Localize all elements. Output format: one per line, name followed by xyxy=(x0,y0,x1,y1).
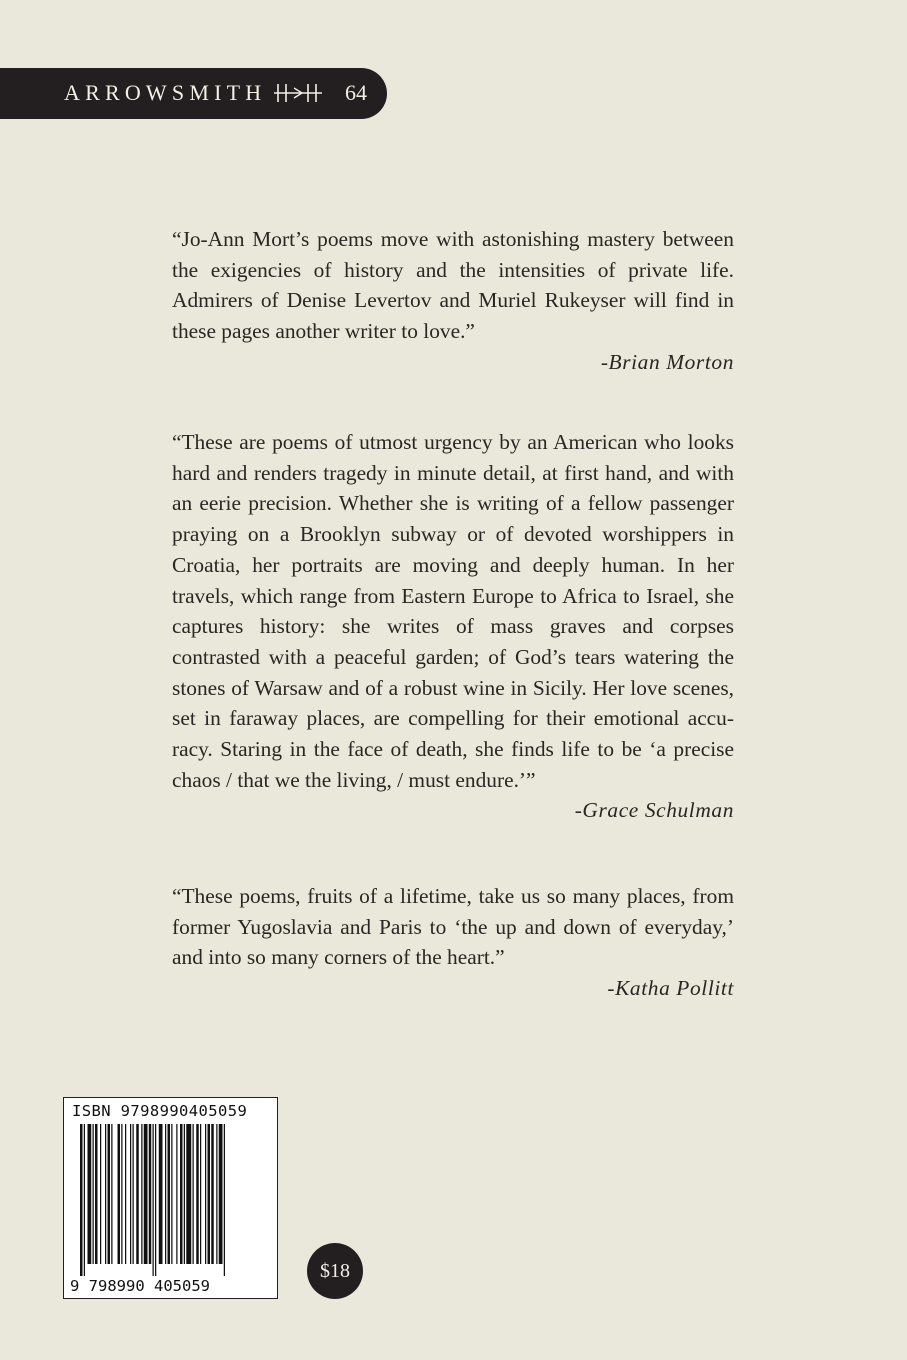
barcode-bar xyxy=(159,1124,163,1264)
barcode-bar xyxy=(205,1124,206,1264)
price-label: $18 xyxy=(320,1259,350,1282)
series-number: 64 xyxy=(345,80,367,105)
barcode-bar xyxy=(196,1124,199,1264)
barcode-bar xyxy=(200,1124,201,1264)
barcode-bar xyxy=(111,1124,112,1264)
blurb-brian-morton xyxy=(172,224,734,377)
blurb-attribution: -Katha Pollitt xyxy=(607,976,734,1001)
barcode-bar xyxy=(93,1124,94,1264)
barcode-bar xyxy=(136,1124,139,1264)
blurb-quote: “Jo-Ann Mort’s poems move with astonishing mastery between the exigencies of history and the intensities of private life. Admirers of Denise Levertov and Muriel Rukeyser will find in these pages another writer to love.” xyxy=(172,227,734,344)
blurb-attribution: -Grace Schulman xyxy=(574,798,734,823)
barcode-bar xyxy=(168,1124,171,1264)
barcode-bar xyxy=(144,1124,148,1264)
isbn-barcode xyxy=(63,1097,278,1299)
barcode-bar xyxy=(176,1124,177,1264)
series-name: ARROWSMITH xyxy=(64,80,267,105)
barcode-bar xyxy=(171,1124,172,1264)
barcode-bar xyxy=(208,1124,211,1264)
arrow-icon xyxy=(272,82,324,104)
barcode-bar xyxy=(95,1124,98,1264)
barcode-bar xyxy=(105,1124,106,1264)
barcode-bar xyxy=(180,1124,183,1264)
barcode-bar xyxy=(84,1124,85,1276)
barcode-bar xyxy=(219,1124,223,1264)
barcode-bar xyxy=(153,1124,154,1276)
barcode-digits: 9 798990 405059 xyxy=(70,1277,210,1295)
barcode-bar xyxy=(121,1124,122,1264)
barcode-bar xyxy=(184,1124,185,1264)
price-badge xyxy=(307,1243,363,1299)
blurb-grace-schulman xyxy=(172,427,734,825)
barcode-bar xyxy=(211,1124,214,1264)
barcode-bar xyxy=(224,1124,225,1276)
isbn-label: ISBN 9798990405059 xyxy=(72,1102,248,1120)
barcode-bar xyxy=(88,1124,92,1264)
barcode-bar xyxy=(186,1124,191,1264)
barcode-bar xyxy=(130,1124,131,1264)
barcode-bar xyxy=(125,1124,126,1264)
blurb-quote: “These are poems of utmost urgency by an American who looks hard and renders tragedy in minute detail, at first hand, and with an eerie precision. Whether she is writing of a fellow passenger praying on a Brooklyn subway or of devoted worshippers in Croatia, her portraits are moving and deeply human. In her travels, which range from Eastern Europe to Africa to Israel, she captures history: she writes of mass graves and corpses contrasted with a peaceful garden; of God’s tears watering the stones of Warsaw and of a robust wine in Sicily. Her love scenes, set in faraway places, are compelling for their emotional accuracy. Staring in the face of death, she finds life to be ‘a precise chaos / that we the living, / must endure.’” xyxy=(172,430,734,792)
blurb-quote: “These poems, fruits of a lifetime, take us so many places, from former Yugoslavia and Paris to ‘the up and down of everyday,’ and into so many corners of the heart.” xyxy=(172,884,734,970)
barcode-bar xyxy=(165,1124,166,1264)
barcode-bar xyxy=(193,1124,194,1264)
barcode-bar xyxy=(80,1124,83,1276)
barcode-bar xyxy=(118,1124,121,1264)
barcode-bar xyxy=(141,1124,142,1264)
blurb-katha-pollitt xyxy=(172,881,734,1003)
series-band xyxy=(0,68,387,119)
barcode-bar xyxy=(155,1124,156,1276)
blurb-attribution: -Brian Morton xyxy=(600,349,734,374)
barcode-bar xyxy=(149,1124,152,1264)
barcode-bar xyxy=(216,1124,217,1264)
barcode-bar xyxy=(100,1124,101,1264)
barcode-bar xyxy=(133,1124,134,1264)
barcode-bar xyxy=(108,1124,111,1264)
barcode-bars xyxy=(70,1124,271,1276)
